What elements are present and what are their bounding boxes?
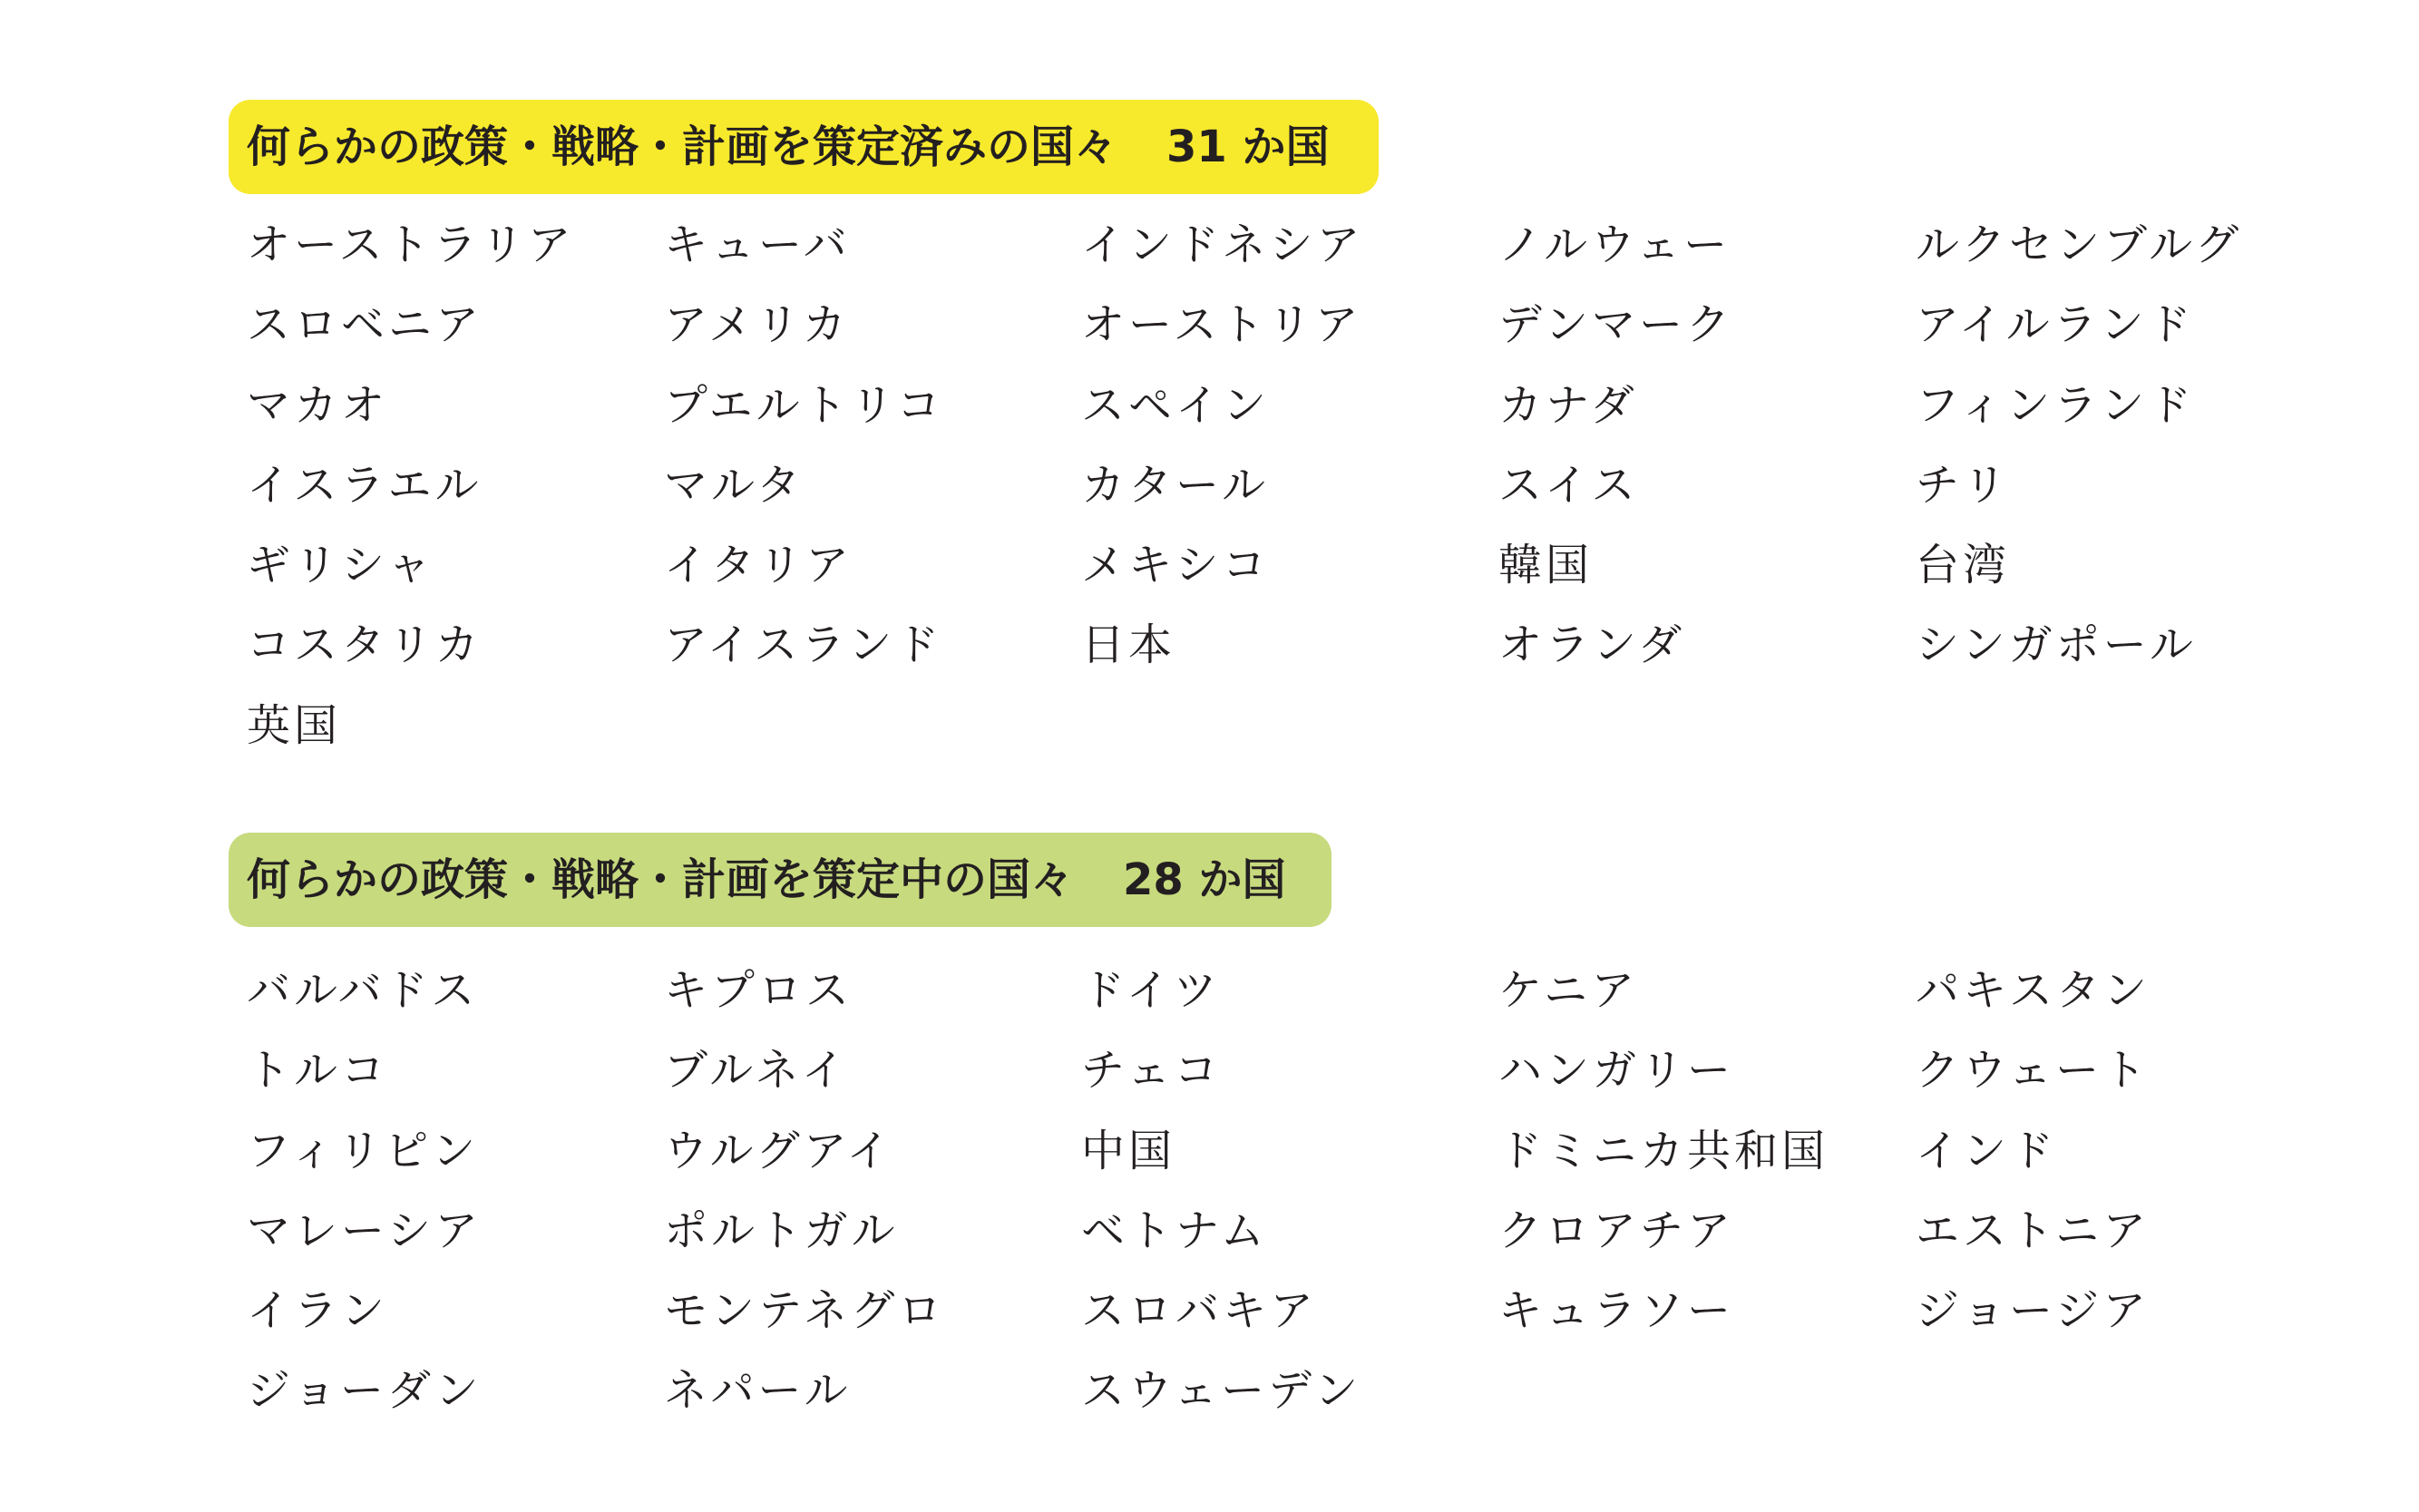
country-item: ジョーダン xyxy=(247,1365,483,1417)
country-item: コスタリカ xyxy=(247,619,483,671)
country-item: イスラエル xyxy=(247,459,483,511)
country-item: アイスランド xyxy=(664,619,943,671)
established-countries-section xyxy=(229,100,2315,766)
country-item: ブルネイ xyxy=(664,1045,849,1097)
country-item: オーストリア xyxy=(1081,299,1362,351)
developing-country-list xyxy=(247,951,2315,1431)
country-item: インドネシア xyxy=(1081,219,1364,270)
developing-countries-section xyxy=(229,833,2315,1431)
country-item: イタリア xyxy=(664,540,853,591)
country-item: ドイツ xyxy=(1081,965,1221,1016)
developing-count: 28 か国 xyxy=(1123,854,1286,905)
country-item: 中国 xyxy=(1081,1125,1176,1176)
country-item: ポルトガル xyxy=(664,1205,899,1256)
country-item: スロベニア xyxy=(247,299,483,351)
country-item: キューバ xyxy=(664,219,851,270)
country-item: デンマーク xyxy=(1498,299,1734,351)
established-title: 何らかの政策・戦略・計画を策定済みの国々 xyxy=(247,122,1118,172)
country-item: ネパール xyxy=(664,1365,852,1417)
country-item: クロアチア xyxy=(1498,1205,1735,1256)
country-item: スウェーデン xyxy=(1081,1365,1362,1417)
country-item: ハンガリー xyxy=(1498,1045,1735,1097)
country-item: チェコ xyxy=(1081,1045,1222,1097)
country-item: イラン xyxy=(247,1285,389,1337)
country-item: ドミニカ共和国 xyxy=(1498,1125,1829,1176)
established-heading xyxy=(229,100,1379,194)
country-item: ウルグアイ xyxy=(664,1125,894,1176)
country-item: モンテネグロ xyxy=(664,1285,946,1337)
country-item: キュラソー xyxy=(1498,1285,1735,1337)
country-item: スロバキア xyxy=(1081,1285,1318,1337)
country-item: フィンランド xyxy=(1916,379,2196,431)
country-item: オランダ xyxy=(1498,619,1686,671)
country-item: ジョージア xyxy=(1916,1285,2151,1337)
country-item: ノルウェー xyxy=(1498,219,1731,270)
country-item: クウェート xyxy=(1916,1045,2151,1097)
country-item: マカオ xyxy=(247,379,389,431)
developing-title: 何らかの政策・戦略・計画を策定中の国々 xyxy=(247,854,1075,905)
country-item: ルクセンブルグ xyxy=(1916,219,2243,270)
country-item: プエルトリコ xyxy=(664,379,944,431)
country-item: メキシコ xyxy=(1081,540,1270,591)
country-item: ケニア xyxy=(1498,965,1639,1016)
established-count: 31 か国 xyxy=(1166,122,1330,172)
country-item: トルコ xyxy=(247,1045,389,1097)
country-item: 韓国 xyxy=(1498,540,1594,591)
country-item: ギリシャ xyxy=(247,540,435,591)
country-item: キプロス xyxy=(664,965,853,1016)
country-item: シンガポール xyxy=(1916,619,2197,671)
country-item: 日本 xyxy=(1081,619,1176,671)
country-item: 英国 xyxy=(247,699,342,751)
country-item: インド xyxy=(1916,1125,2058,1176)
country-item: マレーシア xyxy=(247,1205,483,1256)
country-item: スイス xyxy=(1498,459,1639,511)
country-item: マルタ xyxy=(664,459,805,511)
country-item: カタール xyxy=(1081,459,1270,511)
country-item: フィリピン xyxy=(247,1125,480,1176)
country-item: 台湾 xyxy=(1916,540,2011,591)
country-item: エストニア xyxy=(1916,1205,2151,1256)
country-item: カナダ xyxy=(1498,379,1638,431)
established-country-list xyxy=(247,205,2315,766)
country-item: チリ xyxy=(1916,459,2011,511)
country-item: ベトナム xyxy=(1081,1205,1268,1256)
country-item: アイルランド xyxy=(1916,299,2195,351)
country-item: スペイン xyxy=(1081,379,1271,431)
country-item: オーストラリア xyxy=(247,219,575,270)
developing-heading xyxy=(229,833,1331,927)
country-item: バルバドス xyxy=(247,965,479,1016)
country-item: パキスタン xyxy=(1916,965,2151,1016)
country-item: アメリカ xyxy=(664,299,850,351)
